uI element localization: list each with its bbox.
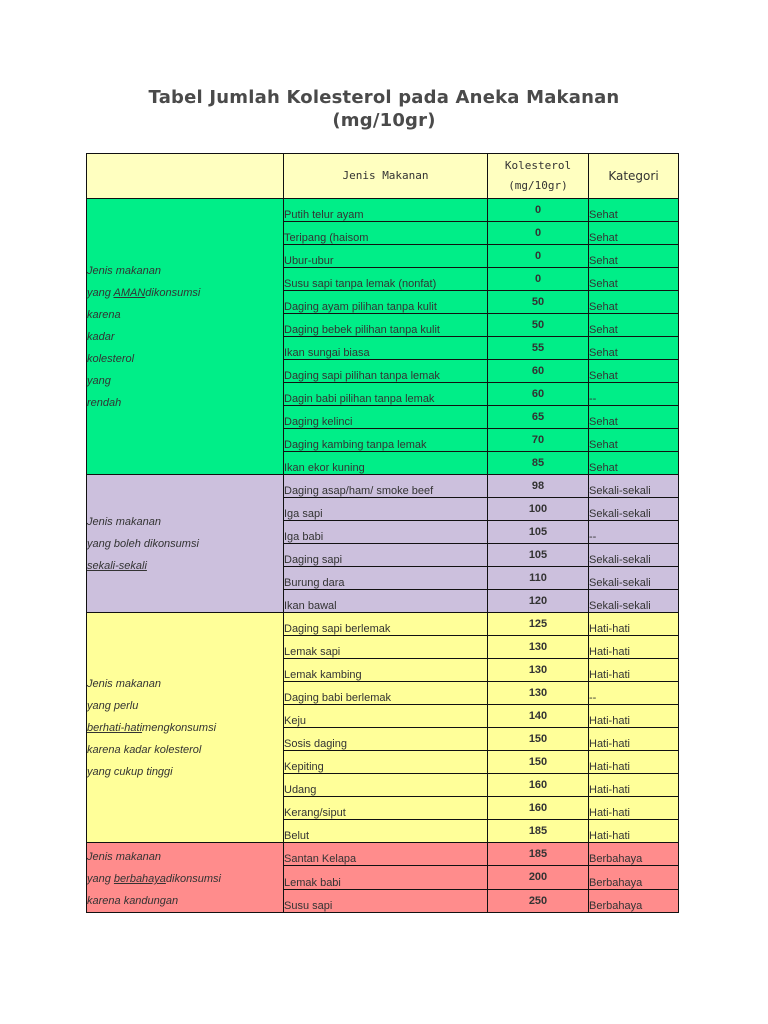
cholesterol-value-cell: 60: [488, 383, 589, 406]
food-name-cell: Sosis daging: [284, 728, 488, 751]
kategori-cell: Sehat: [589, 360, 679, 383]
cholesterol-value-cell: 150: [488, 751, 589, 774]
cholesterol-value-cell: 85: [488, 452, 589, 475]
group-label-line: Jenis makanan: [87, 677, 161, 690]
food-name-cell: Daging sapi pilihan tanpa lemak: [284, 360, 488, 383]
food-name-cell: Iga sapi: [284, 498, 488, 521]
group-label-cell: [87, 199, 284, 475]
cholesterol-value-cell: 60: [488, 360, 589, 383]
header-kategori: Kategori: [589, 154, 679, 199]
group-label-cell: [87, 475, 284, 613]
group-label-line: karena: [87, 308, 121, 321]
kategori-cell: Hati-hati: [589, 728, 679, 751]
kategori-cell: Sehat: [589, 337, 679, 360]
cholesterol-value-cell: 185: [488, 820, 589, 843]
header-jenis-makanan: Jenis Makanan: [284, 154, 488, 199]
kategori-cell: Hati-hati: [589, 705, 679, 728]
table-header-row: [87, 154, 679, 199]
kategori-cell: Hati-hati: [589, 659, 679, 682]
food-name-cell: Lemak babi: [284, 866, 488, 889]
food-name-cell: Kepiting: [284, 751, 488, 774]
food-name-cell: Burung dara: [284, 567, 488, 590]
kategori-cell: Sehat: [589, 199, 679, 222]
kategori-cell: Sehat: [589, 268, 679, 291]
food-name-cell: Iga babi: [284, 521, 488, 544]
group-label-cell: [87, 613, 284, 843]
cholesterol-value-cell: 120: [488, 590, 589, 613]
kategori-cell: Hati-hati: [589, 613, 679, 636]
food-name-cell: Udang: [284, 774, 488, 797]
food-name-cell: Lemak sapi: [284, 636, 488, 659]
group-label-line: Jenis makanan: [87, 264, 161, 277]
group-label-line: [87, 868, 283, 890]
food-name-cell: Daging bebek pilihan tanpa kulit: [284, 314, 488, 337]
group-label-emphasis: berhati-hati: [87, 721, 143, 734]
cholesterol-value-cell: 160: [488, 797, 589, 820]
group-label-line: yang: [87, 374, 111, 387]
header-kolesterol-line-2: (mg/10gr): [508, 179, 568, 192]
food-name-cell: Daging sapi: [284, 544, 488, 567]
food-name-cell: Susu sapi: [284, 889, 488, 912]
cholesterol-value-cell: 250: [488, 889, 589, 912]
food-name-cell: Ubur-ubur: [284, 245, 488, 268]
cholesterol-value-cell: 0: [488, 268, 589, 291]
page-title: [0, 86, 768, 132]
cholesterol-value-cell: 0: [488, 199, 589, 222]
group-label-line: Jenis makanan: [87, 515, 161, 528]
group-label-line: karena kadar kolesterol: [87, 743, 202, 756]
kategori-cell: Sehat: [589, 314, 679, 337]
cholesterol-value-cell: 110: [488, 567, 589, 590]
group-label-line: rendah: [87, 396, 122, 409]
food-name-cell: Daging sapi berlemak: [284, 613, 488, 636]
kategori-cell: Berbahaya: [589, 889, 679, 912]
kategori-cell: Sehat: [589, 245, 679, 268]
kategori-cell: Sehat: [589, 406, 679, 429]
cholesterol-value-cell: 65: [488, 406, 589, 429]
group-label-text: dikonsumsi: [165, 873, 221, 885]
kategori-cell: --: [589, 682, 679, 705]
group-label-line: yang perlu: [87, 699, 139, 712]
cholesterol-value-cell: 100: [488, 498, 589, 521]
food-name-cell: Daging ayam pilihan tanpa kulit: [284, 291, 488, 314]
food-name-cell: Kerang/siput: [284, 797, 488, 820]
cholesterol-value-cell: 50: [488, 291, 589, 314]
group-label-emphasis: berbahaya: [113, 873, 166, 885]
group-label-line: yang cukup tinggi: [87, 765, 173, 778]
kategori-cell: Sekali-sekali: [589, 498, 679, 521]
group-label-text: yang: [87, 286, 114, 299]
kategori-cell: --: [589, 383, 679, 406]
kategori-cell: Hati-hati: [589, 751, 679, 774]
kategori-cell: Sekali-sekali: [589, 475, 679, 498]
food-name-cell: Belut: [284, 820, 488, 843]
header-group-cell: [87, 154, 284, 199]
kategori-cell: Sehat: [589, 222, 679, 245]
cholesterol-value-cell: 105: [488, 521, 589, 544]
food-name-cell: Ikan bawal: [284, 590, 488, 613]
kategori-cell: Sekali-sekali: [589, 544, 679, 567]
group-label-line: [87, 282, 283, 304]
cholesterol-value-cell: 0: [488, 222, 589, 245]
kategori-cell: Sehat: [589, 291, 679, 314]
table-row: [87, 613, 679, 636]
kategori-cell: Hati-hati: [589, 820, 679, 843]
cholesterol-table: [86, 153, 679, 913]
group-label-line: karena kandungan: [87, 895, 179, 907]
cholesterol-value-cell: 200: [488, 866, 589, 889]
group-label-cell: [87, 843, 284, 913]
food-name-cell: Teripang (haisom: [284, 222, 488, 245]
group-label-line: [87, 717, 283, 739]
cholesterol-value-cell: 160: [488, 774, 589, 797]
cholesterol-value-cell: 130: [488, 659, 589, 682]
group-label-emphasis: AMAN: [113, 286, 146, 299]
group-label-text: yang: [87, 873, 114, 885]
group-label-line: yang boleh dikonsumsi: [87, 537, 199, 550]
header-kolesterol: [488, 154, 589, 199]
cholesterol-value-cell: 50: [488, 314, 589, 337]
food-name-cell: Daging asap/ham/ smoke beef: [284, 475, 488, 498]
food-name-cell: Ikan sungai biasa: [284, 337, 488, 360]
food-name-cell: Santan Kelapa: [284, 843, 488, 866]
cholesterol-value-cell: 130: [488, 682, 589, 705]
group-label-line: [87, 555, 283, 577]
food-name-cell: Daging kambing tanpa lemak: [284, 429, 488, 452]
group-label-line: kadar: [87, 330, 115, 343]
kategori-cell: Hati-hati: [589, 774, 679, 797]
food-name-cell: Daging babi berlemak: [284, 682, 488, 705]
table-row: [87, 199, 679, 222]
food-name-cell: Putih telur ayam: [284, 199, 488, 222]
kategori-cell: Sehat: [589, 429, 679, 452]
header-kolesterol-line-1: Kolesterol: [504, 159, 572, 172]
food-name-cell: Lemak kambing: [284, 659, 488, 682]
cholesterol-value-cell: 185: [488, 843, 589, 866]
food-name-cell: Keju: [284, 705, 488, 728]
kategori-cell: Berbahaya: [589, 843, 679, 866]
group-label-text: mengkonsumsi: [142, 721, 217, 734]
group-label-text: dikonsumsi: [145, 286, 201, 299]
cholesterol-value-cell: 105: [488, 544, 589, 567]
title-line-1: Tabel Jumlah Kolesterol pada Aneka Makanan: [148, 87, 620, 108]
table-row: [87, 475, 679, 498]
food-name-cell: Daging kelinci: [284, 406, 488, 429]
title-line-2: (mg/10gr): [332, 110, 436, 131]
cholesterol-value-cell: 0: [488, 245, 589, 268]
kategori-cell: --: [589, 521, 679, 544]
cholesterol-value-cell: 98: [488, 475, 589, 498]
kategori-cell: Berbahaya: [589, 866, 679, 889]
kategori-cell: Hati-hati: [589, 797, 679, 820]
cholesterol-value-cell: 125: [488, 613, 589, 636]
kategori-cell: Sekali-sekali: [589, 567, 679, 590]
group-label-emphasis: sekali-sekali: [87, 559, 147, 572]
kategori-cell: Sehat: [589, 452, 679, 475]
group-label-line: Jenis makanan: [87, 851, 161, 863]
kategori-cell: Sekali-sekali: [589, 590, 679, 613]
cholesterol-value-cell: 55: [488, 337, 589, 360]
group-label-line: kolesterol: [87, 352, 135, 365]
table-row: [87, 843, 679, 866]
food-name-cell: Dagin babi pilihan tanpa lemak: [284, 383, 488, 406]
cholesterol-value-cell: 140: [488, 705, 589, 728]
cholesterol-value-cell: 70: [488, 429, 589, 452]
food-name-cell: Ikan ekor kuning: [284, 452, 488, 475]
cholesterol-value-cell: 130: [488, 636, 589, 659]
cholesterol-value-cell: 150: [488, 728, 589, 751]
kategori-cell: Hati-hati: [589, 636, 679, 659]
food-name-cell: Susu sapi tanpa lemak (nonfat): [284, 268, 488, 291]
